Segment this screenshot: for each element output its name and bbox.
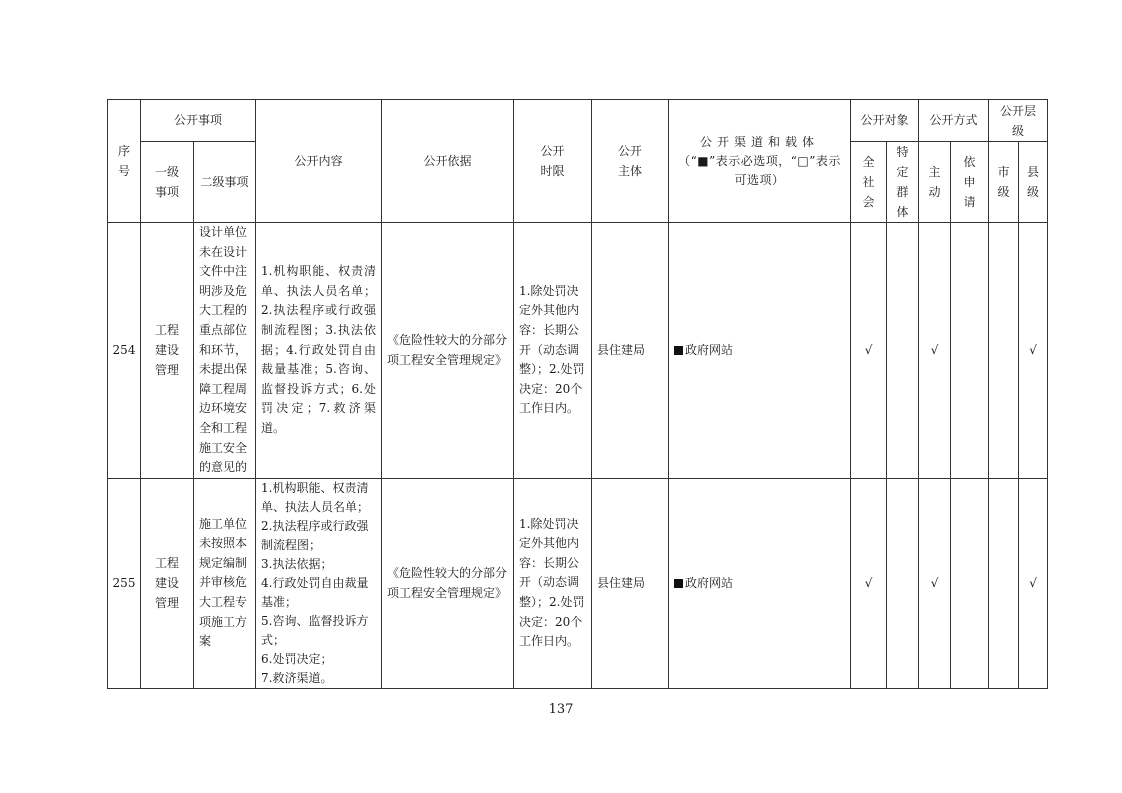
content-line: 1.机构职能、权责清单、执法人员名单； — [261, 480, 370, 514]
row-basis: 《危险性较大的分部分项工程安全管理规定》 — [382, 223, 514, 479]
header-level-city: 市级 — [989, 142, 1019, 223]
row-level1: 工程建设管理 — [141, 223, 194, 479]
content-line: 2.执法程序或行政强制流程图； — [261, 518, 369, 552]
row-time-limit: 1.除处罚决定外其他内容：长期公开（动态调整）；2.处罚决定：20个工作日内。 — [514, 478, 592, 688]
row-basis: 《危险性较大的分部分项工程安全管理规定》 — [382, 478, 514, 688]
header-channel — [669, 100, 851, 223]
required-mark-icon — [674, 346, 683, 355]
header-channel-title: 公开渠道和载体 — [700, 134, 820, 149]
header-audience-specific: 特定群体 — [887, 142, 919, 223]
header-subject: 公开主体 — [592, 100, 669, 223]
row-method-active: √ — [919, 478, 951, 688]
header-level-group: 公开层级 — [989, 100, 1048, 142]
content-line: 3.执法依据； — [261, 556, 333, 571]
header-method-active: 主动 — [919, 142, 951, 223]
header-channel-note: （“■”表示必选项，“□”表示可选项） — [678, 153, 841, 187]
header-method-request: 依申请 — [951, 142, 989, 223]
row-level-county: √ — [1019, 223, 1048, 479]
row-time-limit: 1.除处罚决定外其他内容：长期公开（动态调整）；2.处罚决定：20个工作日内。 — [514, 223, 592, 479]
row-content: 1.机构职能、权责清单、执法人员名单；2.执法程序或行政强制流程图；3.执法依据；4.行政处罚自由裁量基准；5.咨询、监督投诉方式；6.处罚决定；7.救济渠道。 — [256, 223, 382, 479]
row-seq: 254 — [108, 223, 141, 479]
row-audience-all: √ — [851, 478, 887, 688]
header-audience-all: 全社会 — [851, 142, 887, 223]
row-level-city — [989, 223, 1019, 479]
content-line: 5.咨询、监督投诉方式； — [261, 613, 369, 647]
row-method-active: √ — [919, 223, 951, 479]
header-method-group: 公开方式 — [919, 100, 989, 142]
disclosure-table — [107, 99, 1048, 689]
row-level-city — [989, 478, 1019, 688]
table-row — [108, 478, 1048, 688]
row-channel: 政府网站 — [669, 223, 851, 479]
header-level-county: 县级 — [1019, 142, 1048, 223]
row-seq: 255 — [108, 478, 141, 688]
content-line: 7.救济渠道。 — [261, 670, 333, 685]
row-audience-specific — [887, 478, 919, 688]
row-subject: 县住建局 — [592, 223, 669, 479]
content-line: 6.处罚决定； — [261, 651, 333, 666]
row-audience-specific — [887, 223, 919, 479]
row-method-request — [951, 478, 989, 688]
table-row — [108, 223, 1048, 479]
row-level1: 工程建设管理 — [141, 478, 194, 688]
row-content — [256, 478, 382, 688]
header-level2: 二级事项 — [194, 142, 256, 223]
row-subject: 县住建局 — [592, 478, 669, 688]
header-seq: 序号 — [108, 100, 141, 223]
row-level-county: √ — [1019, 478, 1048, 688]
header-audience-group: 公开对象 — [851, 100, 919, 142]
header-items-group: 公开事项 — [141, 100, 256, 142]
content-line: 4.行政处罚自由裁量基准； — [261, 575, 369, 609]
row-level2: 设计单位未在设计文件中注明涉及危大工程的重点部位和环节，未提出保障工程周边环境安全和工程施工安全的意见的 — [194, 223, 256, 479]
header-basis: 公开依据 — [382, 100, 514, 223]
header-level1: 一级事项 — [141, 142, 194, 223]
header-content: 公开内容 — [256, 100, 382, 223]
row-audience-all: √ — [851, 223, 887, 479]
row-level2: 施工单位未按照本规定编制并审核危大工程专项施工方案 — [194, 478, 256, 688]
required-mark-icon — [674, 579, 683, 588]
row-channel: 政府网站 — [669, 478, 851, 688]
page-number: 137 — [548, 702, 574, 717]
header-time-limit: 公开时限 — [514, 100, 592, 223]
row-method-request — [951, 223, 989, 479]
header-row-1 — [108, 100, 1048, 142]
